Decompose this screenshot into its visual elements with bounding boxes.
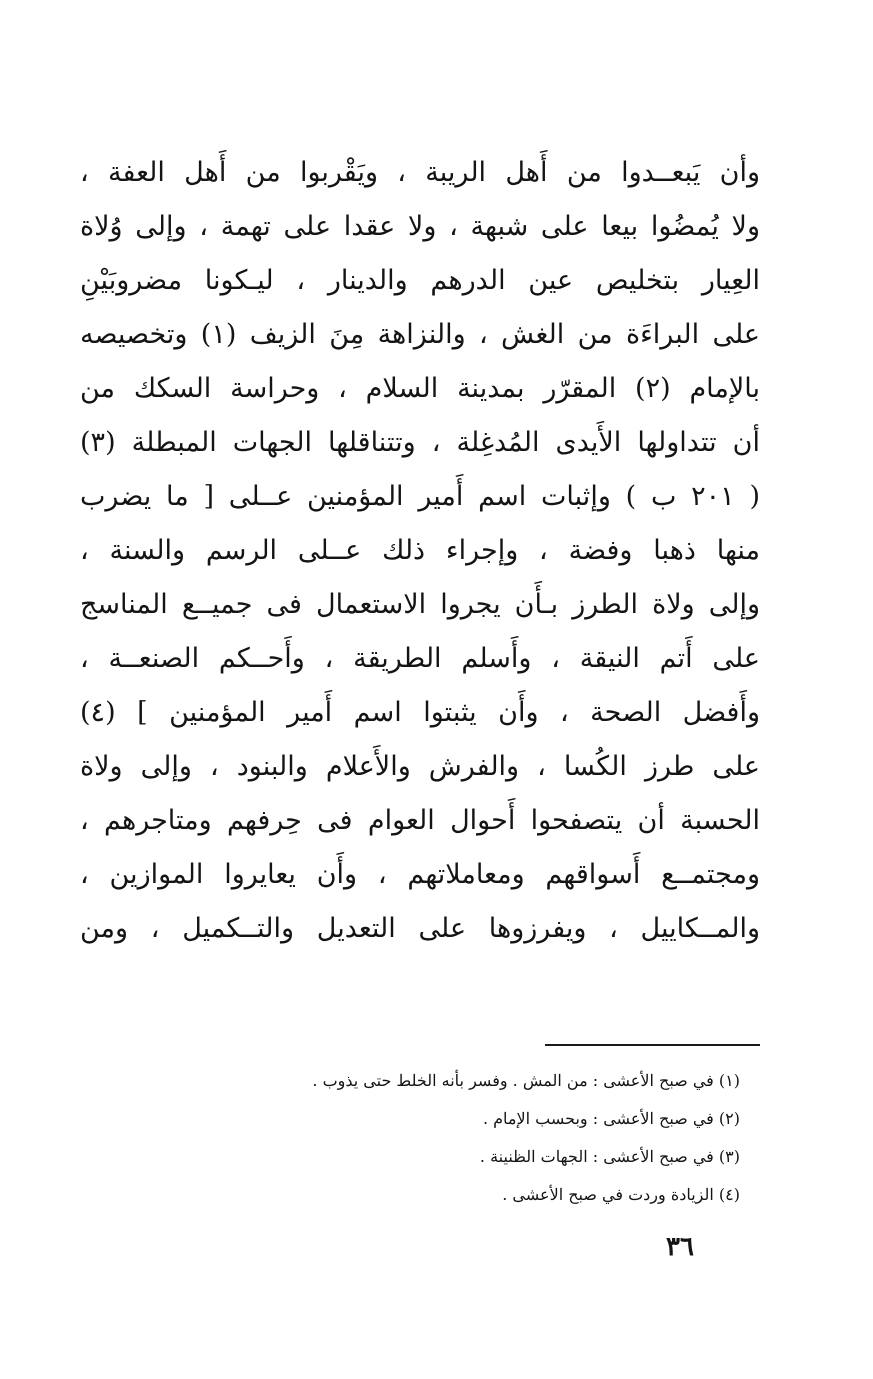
text-line: والمــكاييل ، ويفرزوها على التعديل والتــكميل ، ومن: [80, 913, 760, 944]
text-line: ومجتمــع أَسواقهم ومعاملاتهم ، وأَن يعايروا الموازين ،: [80, 859, 760, 890]
text-line: بالإمام (٢) المقرّر بمدينة السلام ، وحراسة السكك من: [80, 373, 760, 404]
text-line: وأَفضل الصحة ، وأَن يثبتوا اسم أَمير المؤمنين ] (٤): [80, 697, 760, 728]
footnotes: [200, 1062, 740, 1214]
text-line: منها ذهبا وفضة ، وإجراء ذلك عــلى الرسم والسنة ،: [80, 535, 760, 566]
text-line: وإلى ولاة الطرز بـأَن يجروا الاستعمال فى جميــع المناسج: [80, 589, 760, 620]
text-line: ( ٢٠١ ب ) وإثبات اسم أَمير المؤمنين عــلى [ ما يضرب: [80, 481, 760, 512]
page-number: ٣٦: [666, 1232, 694, 1262]
text-line: على البراءَة من الغش ، والنزاهة مِنَ الزيف (١) وتخصيصه: [80, 319, 760, 350]
footnote-3: (٣) في صبح الأعشى : الجهات الظنينة .: [479, 1147, 740, 1166]
text-line: ولا يُمضُوا بيعا على شبهة ، ولا عقدا على تهمة ، وإلى وُلاة: [80, 211, 760, 242]
footnote-1: (١) في صبح الأعشى : من المش . وفسر بأنه الخلط حتى يذوب .: [312, 1071, 740, 1090]
text-line: على أَتم النيقة ، وأَسلم الطريقة ، وأَحــكم الصنعــة ،: [80, 643, 760, 674]
text-line: الحسبة أن يتصفحوا أَحوال العوام فى حِرفهم ومتاجرهم ،: [80, 805, 760, 836]
footnote-4: (٤) الزيادة وردت في صبح الأعشى .: [502, 1185, 740, 1204]
footnote-separator: [545, 1044, 760, 1046]
text-line: أن تتداولها الأَيدى المُدغِلة ، وتتناقلها الجهات المبطلة (٣): [80, 427, 760, 458]
footnote-2: (٢) في صبح الأعشى : وبحسب الإمام .: [482, 1109, 740, 1128]
text-line: على طرز الكُسا ، والفرش والأَعلام والبنود ، وإلى ولاة: [80, 751, 760, 782]
text-line: العِيار بتخليص عين الدرهم والدينار ، ليـكونا مضروبَيْنِ: [80, 265, 760, 296]
body-text: [80, 146, 760, 956]
text-line: وأن يَبعــدوا من أَهل الريبة ، ويَقْربوا من أَهل العفة ،: [80, 157, 760, 188]
